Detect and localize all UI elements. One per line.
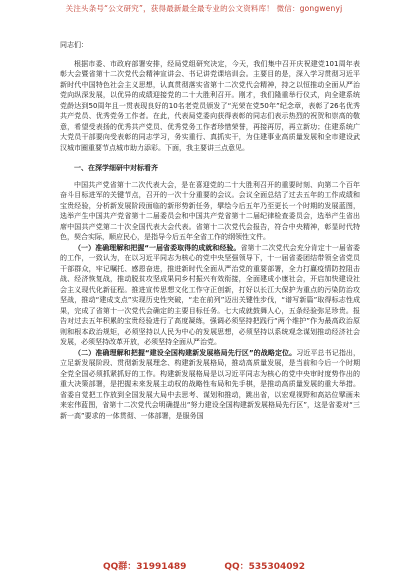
section-heading: 一、在深学细研中对标看齐 xyxy=(74,164,158,172)
paragraph-achievements-text: 省第十二次党代会充分肯定十一届省委的工作，一致认为，在以习近平同志为核心的党中央坚强领导下，十一届省委团结带领全省党员干部群众，牢记嘱托、感恩奋进，推进新时代全面从严治党的重要部署，全力打赢疫情防控阻击战、经济恢复战，推动脱贫攻坚成果同乡村振兴有效衔接，全面建成小康社会，开启加快建设社会主义现代化新征程。推进宣传思想文化工作守正创新，打好以长江大保护为重点的污染防治攻坚战，推动“建成支点”实现历史性突破，“走在前列”迈出关键性步伐，“谱写新篇”取得标志性成果，完成了省第十一次党代会确定的主要目标任务。七大成就鼓舞人心，五条经验弥足珍贵。报告对过去五年积累的宝贵经验进行了高度凝练，强调必须坚持把践行“两个维护”作为最高政治原则和根本政治规矩，必须坚持以人民为中心的发展思想，必须坚持以系统观念谋划推动经济社会发展，必须坚持改革开放，必须坚持全面从严治党。 xyxy=(60,243,360,346)
subheading-strategy: （二）准确理解和把握“建设全国构建新发展格局先行区”的战略定位。 xyxy=(74,348,297,357)
paragraph-achievements xyxy=(60,243,360,348)
qq-group: QQ群：31991489 xyxy=(102,562,187,572)
paragraph-strategy-text: 习近平总书记指出，立足新发展阶段、贯彻新发展理念、构建新发展格局，推动高质量发展，是当前和今后一个时期全党全国必须抓紧抓好的工作。构建新发展格局是以习近平同志为核心的党中央审时度势作出的重大决策部署，是把握未来发展主动权的战略性布局和先手棋，是推动高质量发展的重大举措。省委自觉把工作放到全国发展大局中去思考、谋划和推动，跳出省，以宏观视野和高站位擘画未来宏伟蓝图，省第十二次党代会明确提出“努力建设全国构建新发展格局先行区”，这是省委对“三新一高”要求的一体贯彻、一体部署，是服务国 xyxy=(60,348,361,420)
greeting: 同志们： xyxy=(60,41,88,49)
qq-contact: QQ：535304092 xyxy=(224,562,306,572)
paragraph-congress: 中国共产党省第十二次代表大会，是在喜迎党的二十大胜利召开的重要时刻、向第二个百年奋斗目标进军的关键节点，召开的一次十分重要的会议。会议全面总结了过去五年的工作成绩和宝贵经验，分析新发展阶段面临的新形势新任务，擘绘今后五年乃至更长一个时期的发展蓝图，选举产生中国共产党省第十二届委员会和中国共产党省第十二届纪律检查委员会，选举产生省出席中国共产党第二十次全国代表大会代表。省第十二次党代会报告，符合中央精神，彰显时代特色，契合实际，顺应民心，是指导今后五年全省工作的纲领性文件。 xyxy=(60,180,360,241)
top-banner: 关注头条号“公文研究”，获得最新最全最专业的公文资料库！ 微信：gongwenyj xyxy=(65,4,343,13)
paragraph-intro: 根据市委、市政府部署安排，经局党组研究决定，今天，我们集中召开庆祝建党101周年表彰大会暨省第十二次党代会精神宣讲会、书记讲党课培训会。主要目的是，深入学习贯彻习近平新时代中国特色社会主义思想，认真贯彻落实省第十二次党代会精神，持之以恒推动全面从严治党向纵深发展，以优异的成绩迎接党的二十大胜利召开。刚才，我们隆重举行仪式，向全建系统党龄达到50周年且一贯表现良好的10名老党员颁发了“光荣在党50年”纪念章，表彰了26名优秀共产党员、优秀党务工作者。在此，代表局党委向获得表彰的同志们表示热烈的祝贺和崇高的敬意，希望受表扬的优秀共产党员、优秀党务工作者珍惜荣誉，再接再厉，再立新功；住建系统广大党员干部要向受表彰的同志学习，务实重行、真抓实干，为住建事业高质量发展和全市建设武汉城市圈重要节点城市助力添彩。下面，我主要讲三点意见。 xyxy=(60,59,360,152)
paragraph-strategy xyxy=(60,348,360,422)
bottom-banner xyxy=(0,559,408,572)
document-body xyxy=(60,40,360,421)
subheading-achievements: （一）准确理解和把握“一届省委取得的成就和经验。 xyxy=(74,243,241,252)
